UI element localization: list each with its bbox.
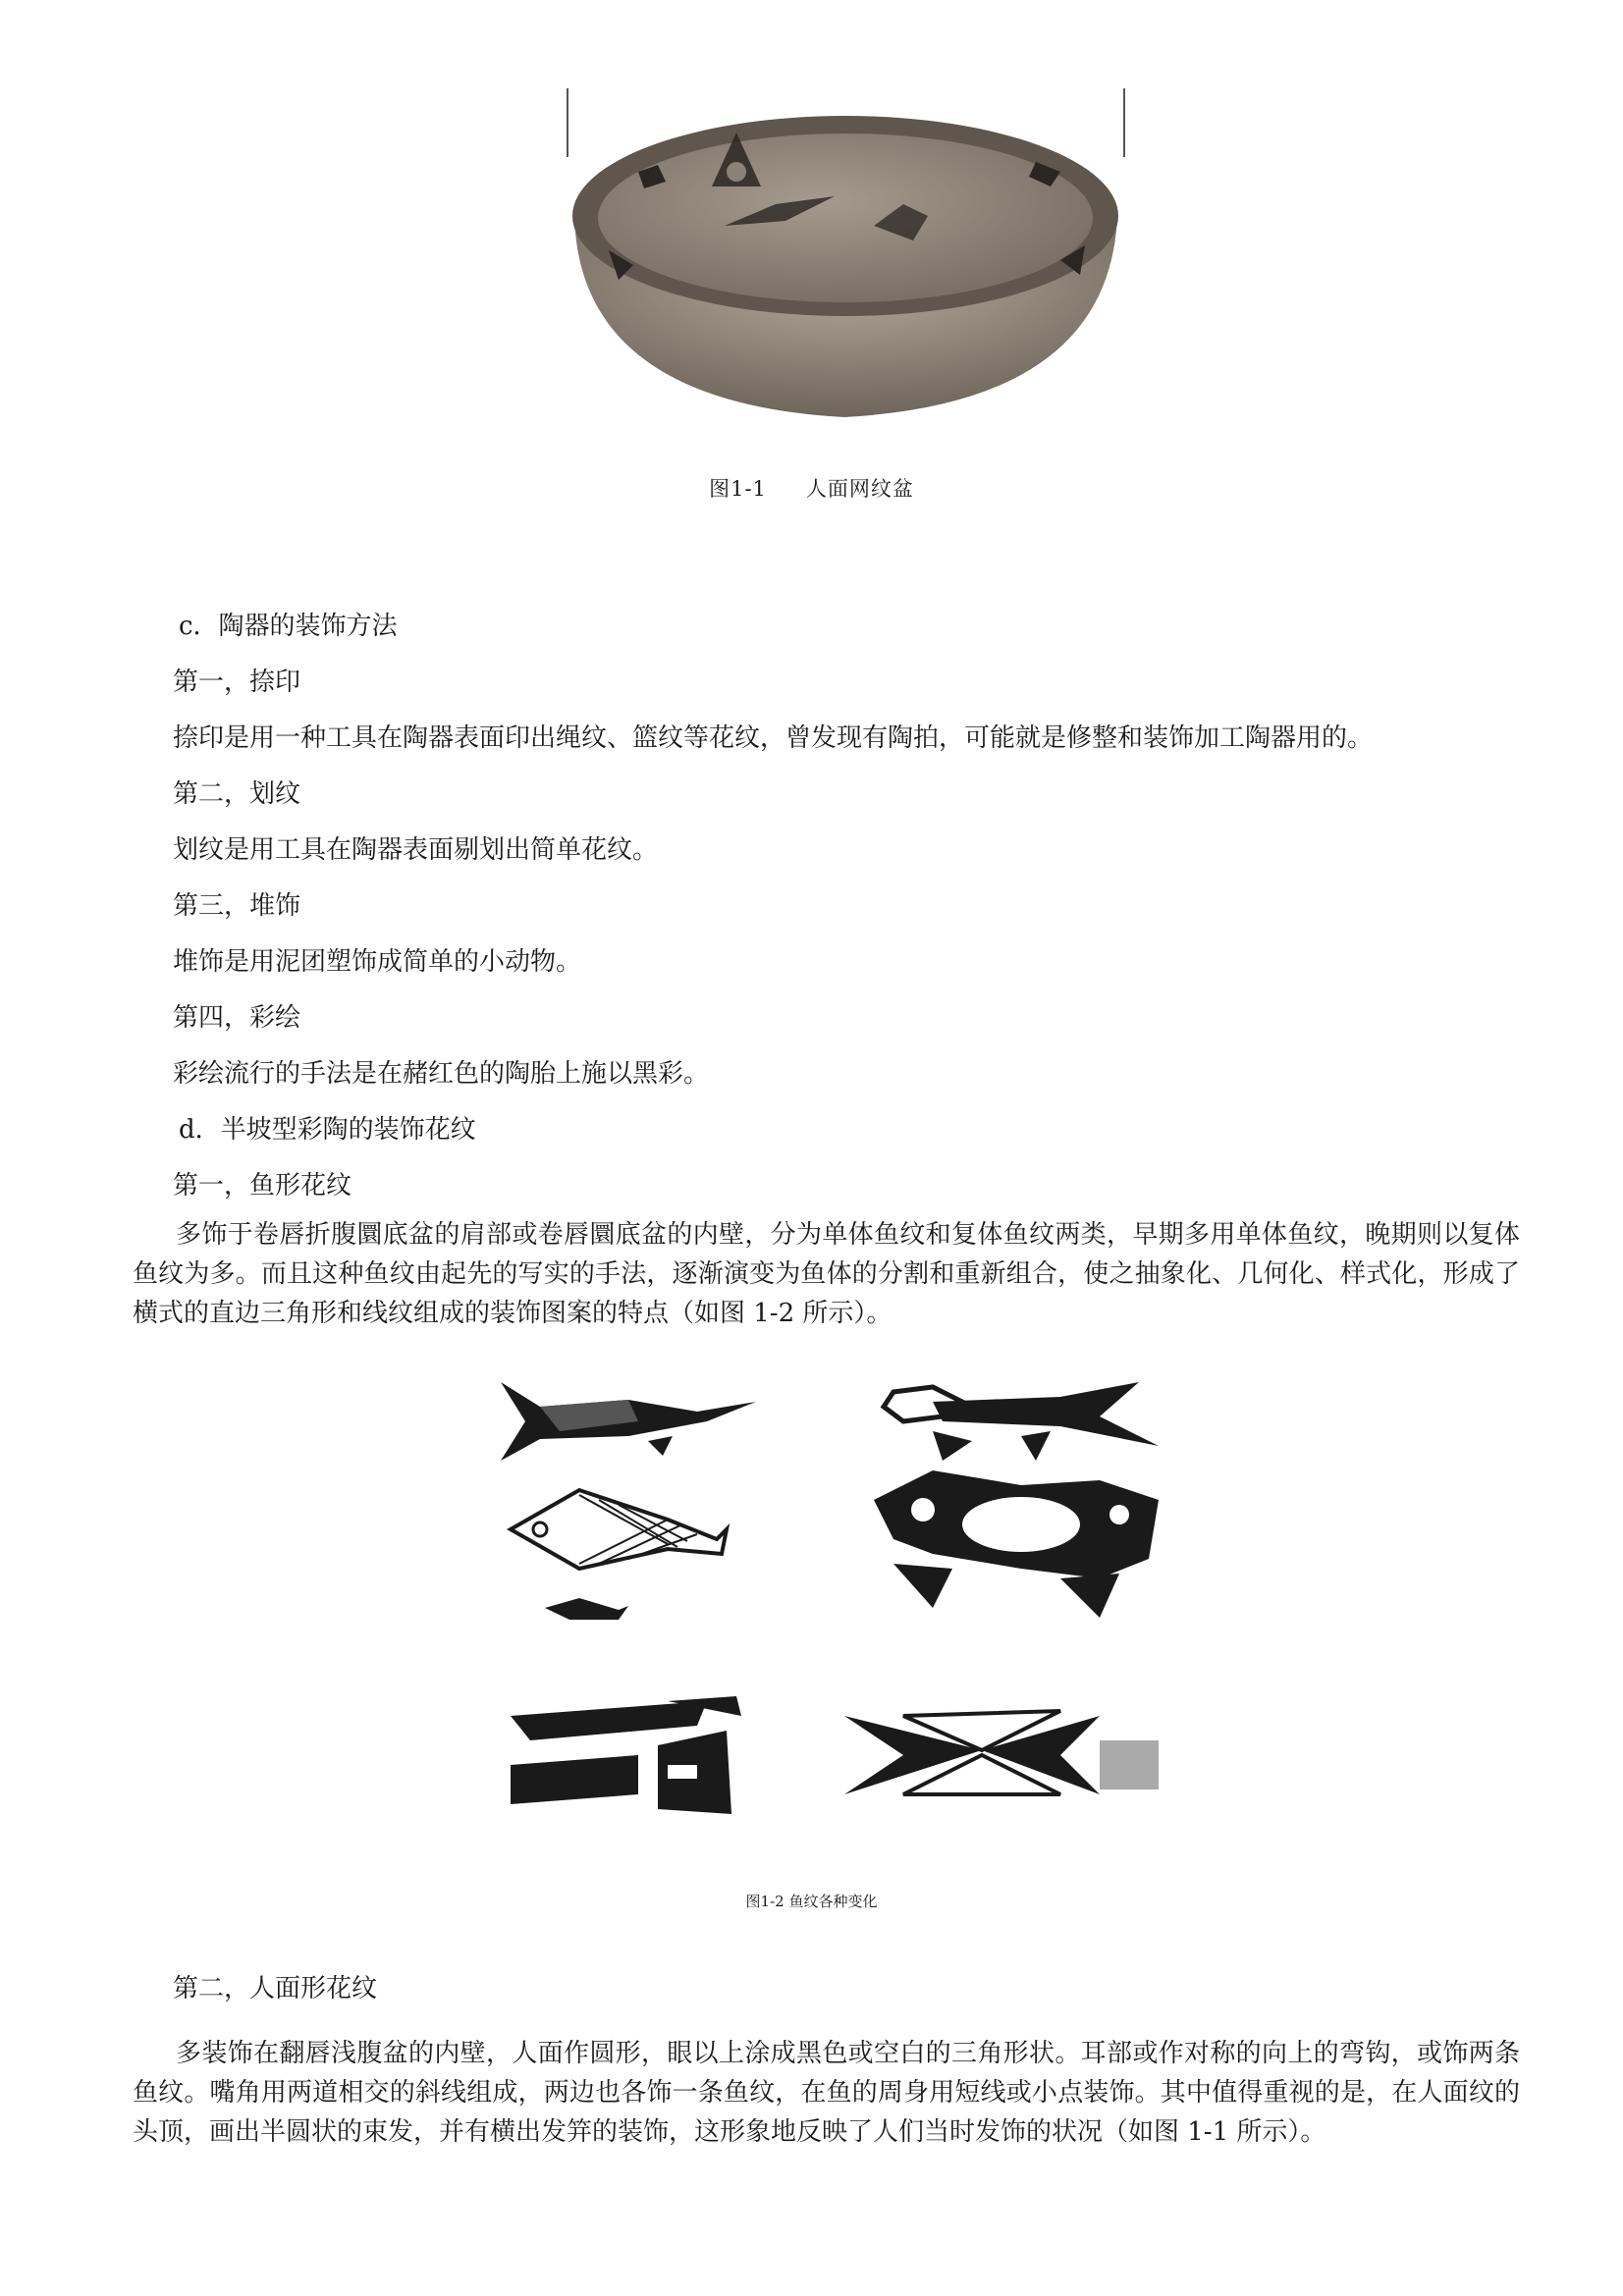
fish-paragraph <box>133 1215 1520 1333</box>
fish-motif-4 <box>874 1470 1159 1618</box>
fish-motifs-figure <box>471 1362 1217 1883</box>
figure1-caption <box>0 473 1623 503</box>
figure2-caption: 图1-2 鱼纹各种变化 <box>745 1893 878 1910</box>
face-paragraph <box>133 2034 1520 2152</box>
section-d-heading: d．半坡型彩陶的装饰花纹 <box>179 1115 476 1145</box>
item2-body: 划纹是用工具在陶器表面剔划出简单花纹。 <box>173 835 659 865</box>
face-body: 多装饰在翻唇浅腹盆的内壁，人面作圆形，眼以上涂成黑色或空白的三角形状。耳部或作对称的向上的弯钩，或饰两条鱼纹。嘴角用两道相交的斜线组成，两边也各饰一条鱼纹，在鱼的周身用短线或小点装饰。其中值得重视的是，在人面纹的头顶，画出半圆状的束发，并有横出发笄的装饰，这形象地反映了人们当时发饰的状况（如图 1-1 所示）。 <box>133 2039 1520 2147</box>
face-title-block <box>173 1969 1520 2008</box>
item2-title: 第二，划纹 <box>173 779 301 809</box>
bowl-photo <box>550 79 1139 452</box>
figure1-title: 人面网纹盆 <box>805 477 914 501</box>
item1-body: 捺印是用一种工具在陶器表面印出绳纹、篮纹等花纹，曾发现有陶拍，可能就是修整和装饰加工陶器用的。 <box>173 723 1374 753</box>
item3-title: 第三，堆饰 <box>173 891 301 921</box>
fish-body: 多饰于卷唇折腹圜底盆的肩部或卷唇圜底盆的内壁，分为单体鱼纹和复体鱼纹两类，早期多用单体鱼纹，晚期则以复体鱼纹为多。而且这种鱼纹由起先的写实的手法，逐渐演变为鱼体的分割和重新组合，使之抽象化、几何化、样式化，形成了横式的直边三角形和线纹组成的装饰图案的特点（如图 1-2 所示）。 <box>133 1220 1520 1328</box>
section-c-heading: c．陶器的装饰方法 <box>179 612 398 641</box>
fish-title: 第一，鱼形花纹 <box>173 1171 352 1201</box>
fish-motif-2 <box>884 1382 1159 1461</box>
face-title: 第二，人面形花纹 <box>173 1974 378 2003</box>
item3-body: 堆饰是用泥团塑饰成简单的小动物。 <box>173 947 582 977</box>
fish-motif-5 <box>511 1696 741 1814</box>
item4-body: 彩绘流行的手法是在赭红色的陶胎上施以黑彩。 <box>173 1059 710 1089</box>
fish-motif-3 <box>511 1490 727 1620</box>
item4-title: 第四，彩绘 <box>173 1003 301 1033</box>
item1-title: 第一，捺印 <box>173 667 301 697</box>
fish-motif-1 <box>501 1382 756 1461</box>
figure1-number: 图1-1 <box>709 477 767 501</box>
section-c <box>173 607 1520 1205</box>
fish-motif-6 <box>844 1711 1159 1794</box>
